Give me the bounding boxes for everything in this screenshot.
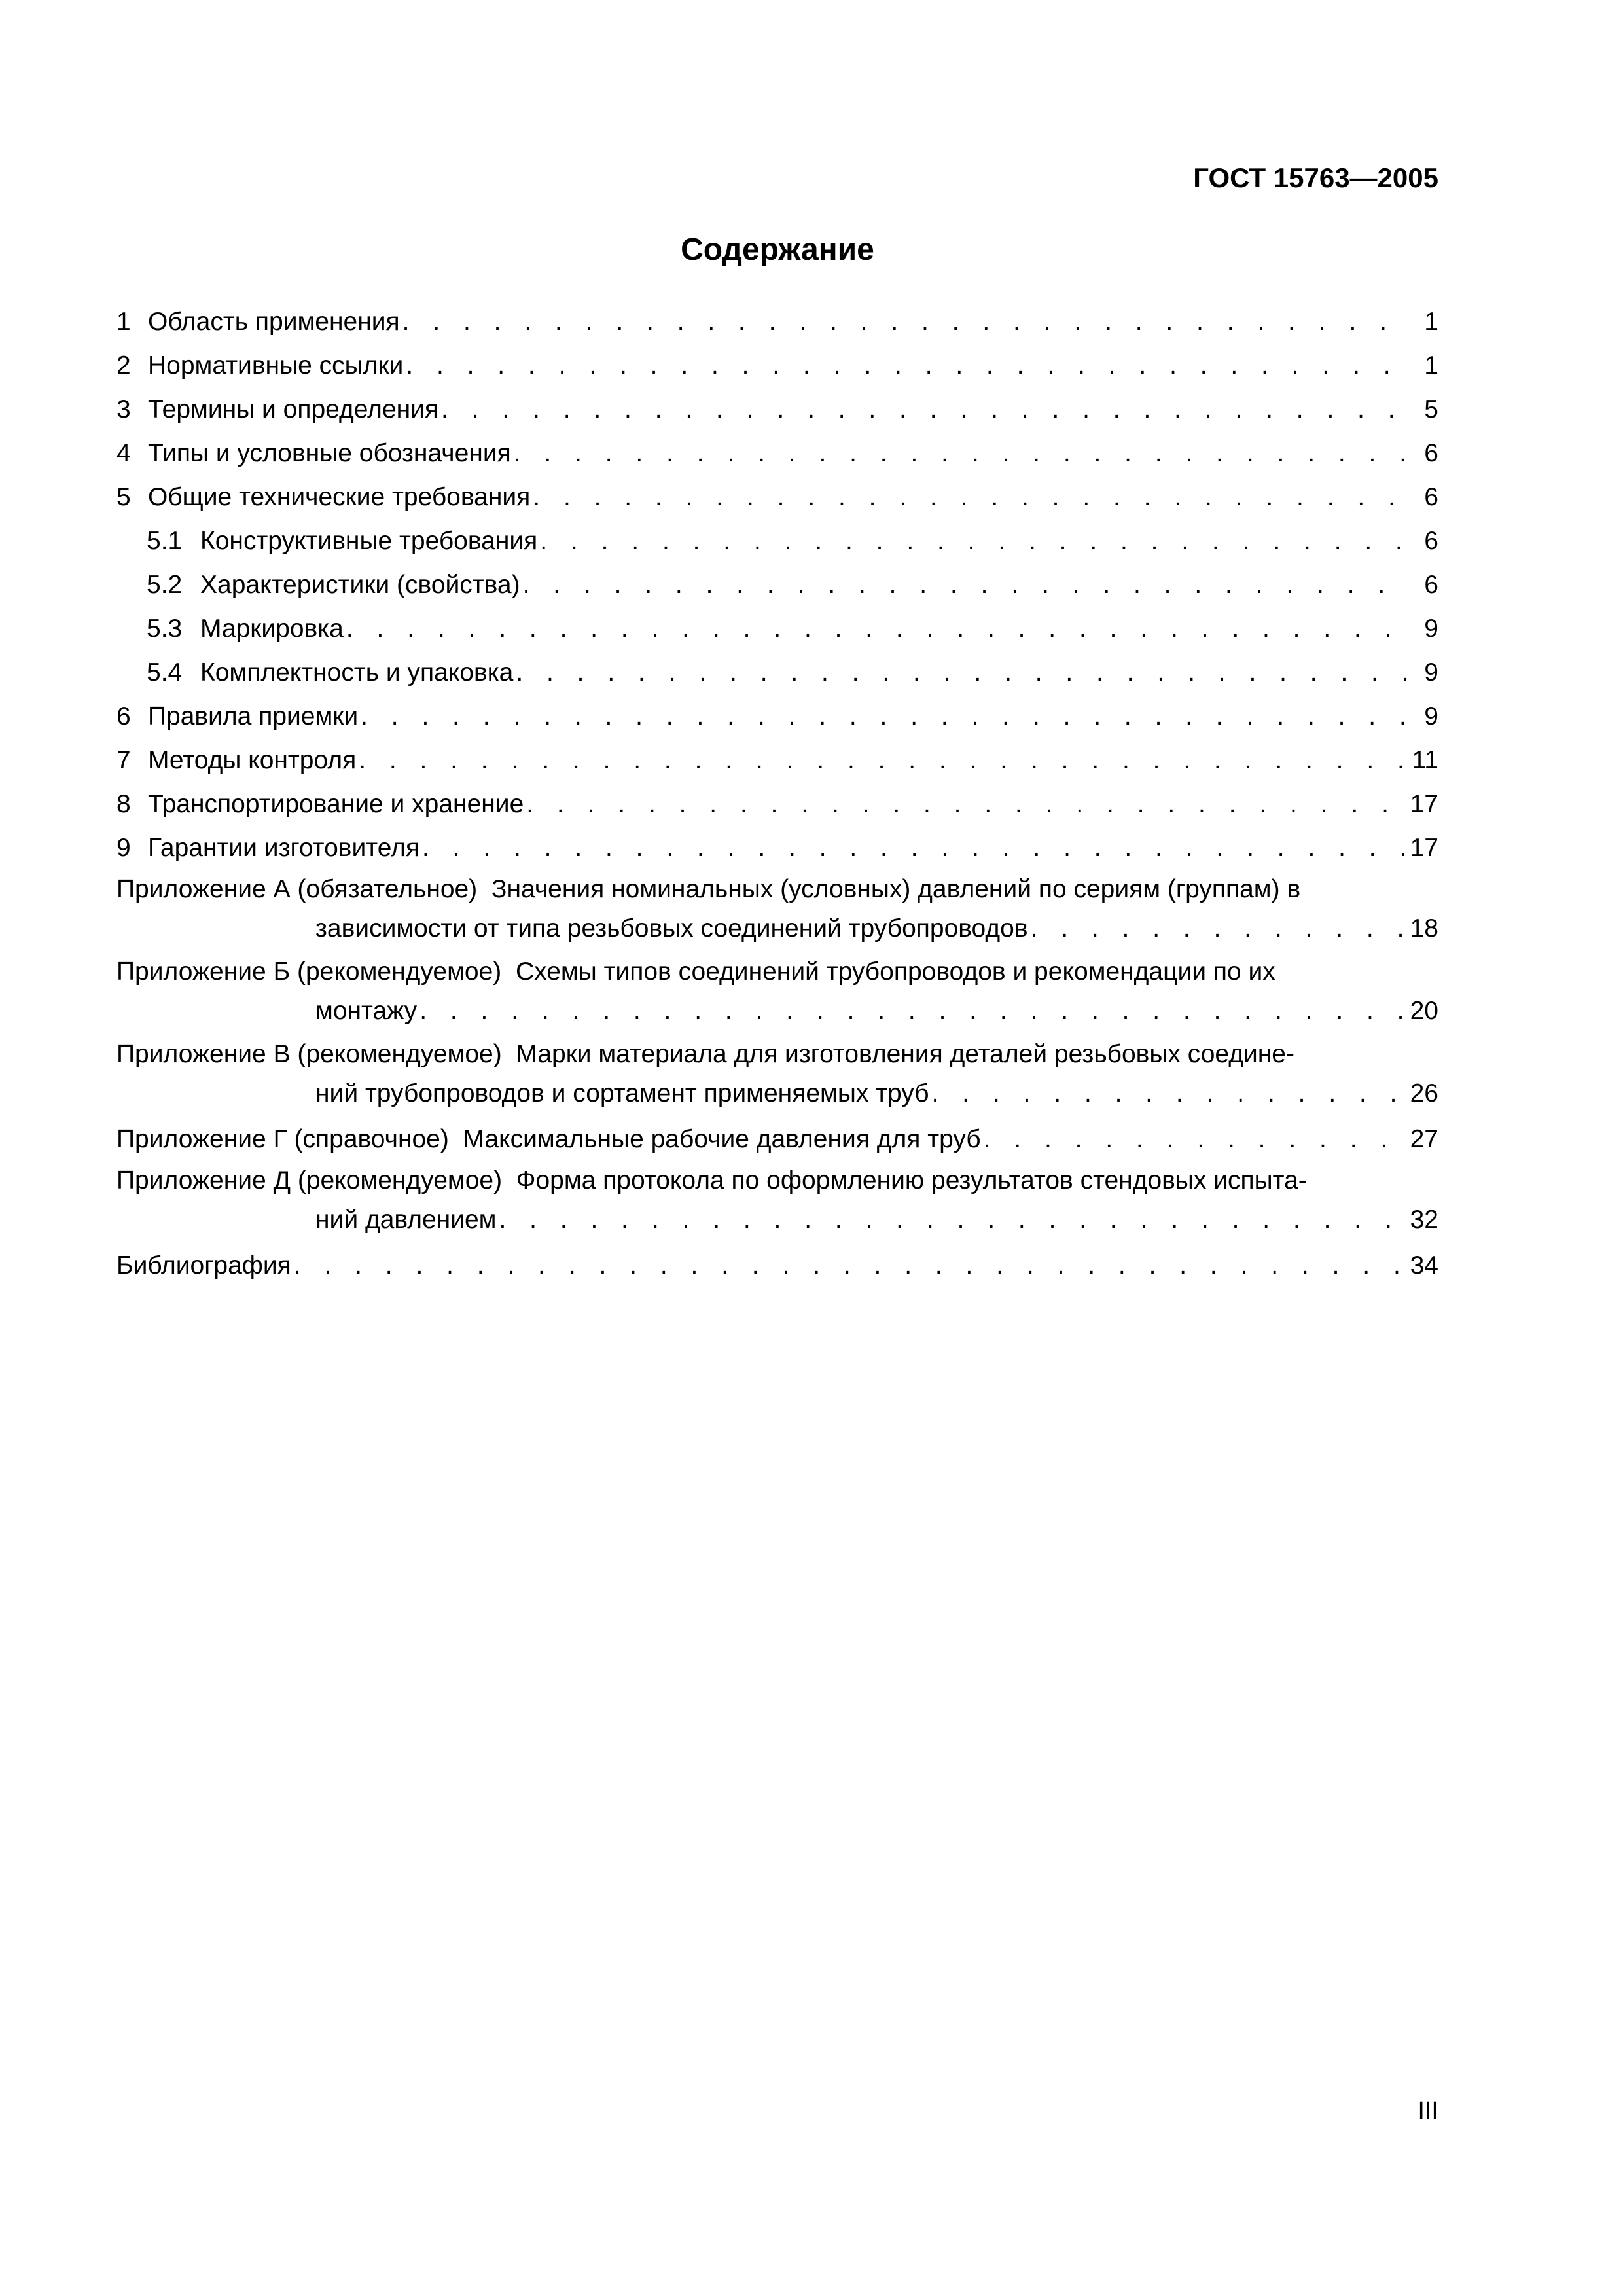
toc-page: 18 bbox=[1410, 914, 1438, 942]
toc-label: Нормативные ссылки bbox=[148, 351, 404, 380]
toc-label: Типы и условные обозначения bbox=[148, 439, 511, 467]
toc-number: 4 bbox=[116, 439, 131, 467]
appendix-prefix: Приложение Г (справочное) bbox=[116, 1125, 449, 1153]
dot-leader bbox=[540, 519, 1410, 563]
toc-page: 6 bbox=[1424, 483, 1438, 511]
toc-page: 34 bbox=[1410, 1251, 1438, 1280]
toc-page: 20 bbox=[1410, 997, 1438, 1025]
toc-appendix-d[interactable] bbox=[116, 1161, 1438, 1244]
toc-page: 6 bbox=[1424, 527, 1438, 555]
toc-page: 6 bbox=[1424, 439, 1438, 467]
appendix-first-line bbox=[116, 952, 1438, 992]
toc-page: 5 bbox=[1424, 395, 1438, 423]
toc-entry-7[interactable] bbox=[116, 738, 1438, 782]
dot-leader bbox=[499, 1200, 1408, 1240]
toc-page: 1 bbox=[1424, 351, 1438, 380]
toc-appendix-v[interactable] bbox=[116, 1035, 1438, 1117]
toc-page: 9 bbox=[1424, 702, 1438, 730]
appendix-title: Форма протокола по оформлению результатов стендовых испыта- bbox=[516, 1166, 1307, 1194]
dot-leader bbox=[523, 563, 1410, 607]
dot-leader bbox=[441, 387, 1410, 431]
page-title: Содержание bbox=[681, 232, 874, 267]
appendix-prefix: Приложение Б (рекомендуемое) bbox=[116, 958, 502, 986]
appendix-second-line bbox=[116, 992, 1438, 1035]
appendix-title: Марки материала для изготовления деталей резьбовых соедине- bbox=[516, 1040, 1294, 1068]
toc-page: 17 bbox=[1410, 834, 1438, 862]
dot-leader bbox=[1031, 909, 1408, 948]
toc-number: 5 bbox=[116, 483, 131, 511]
toc-page: 9 bbox=[1424, 658, 1438, 687]
table-of-contents bbox=[116, 300, 1438, 1287]
toc-number: 2 bbox=[116, 351, 131, 380]
appendix-title: Значения номинальных (условных) давлений по сериям (группам) в bbox=[491, 875, 1301, 903]
toc-number: 9 bbox=[116, 834, 131, 862]
toc-appendix-b[interactable] bbox=[116, 952, 1438, 1035]
toc-number: 5.3 bbox=[147, 615, 183, 643]
toc-entry-3[interactable] bbox=[116, 387, 1438, 431]
toc-bibliography[interactable] bbox=[116, 1244, 1438, 1287]
dot-leader bbox=[419, 992, 1407, 1031]
toc-label: Гарантии изготовителя bbox=[148, 834, 419, 862]
toc-entry-4[interactable] bbox=[116, 431, 1438, 475]
toc-label: Конструктивные требования bbox=[200, 527, 538, 555]
appendix-prefix: Приложение А (обязательное) bbox=[116, 875, 478, 903]
toc-entry-5-1[interactable] bbox=[116, 519, 1438, 563]
appendix-title: Схемы типов соединений трубопроводов и рекомендации по их bbox=[515, 958, 1275, 986]
appendix-first-line bbox=[116, 1035, 1438, 1074]
document-id: ГОСТ 15763—2005 bbox=[1193, 162, 1438, 193]
toc-label: Библиография bbox=[116, 1251, 291, 1280]
appendix-second-line bbox=[116, 1074, 1438, 1117]
dot-leader bbox=[516, 651, 1410, 694]
toc-page: 17 bbox=[1410, 790, 1438, 818]
toc-entry-1[interactable] bbox=[116, 300, 1438, 344]
toc-page: 26 bbox=[1410, 1079, 1438, 1107]
dot-leader bbox=[294, 1244, 1408, 1287]
dot-leader bbox=[361, 694, 1410, 738]
toc-label: Методы контроля bbox=[148, 746, 357, 774]
dot-leader bbox=[932, 1074, 1408, 1113]
toc-page: 6 bbox=[1424, 571, 1438, 599]
appendix-second-line bbox=[116, 1200, 1438, 1244]
toc-page: 32 bbox=[1410, 1206, 1438, 1234]
dot-leader bbox=[406, 344, 1410, 387]
toc-entry-5-2[interactable] bbox=[116, 563, 1438, 607]
toc-entry-6[interactable] bbox=[116, 694, 1438, 738]
toc-appendix-a[interactable] bbox=[116, 870, 1438, 952]
toc-entry-8[interactable] bbox=[116, 782, 1438, 826]
toc-page: 11 bbox=[1412, 746, 1438, 774]
toc-appendix-g[interactable] bbox=[116, 1117, 1438, 1161]
dot-leader bbox=[533, 475, 1410, 519]
toc-entry-9[interactable] bbox=[116, 826, 1438, 870]
appendix-title-continued: зависимости от типа резьбовых соединений трубопроводов bbox=[315, 914, 1028, 942]
toc-page: 9 bbox=[1424, 615, 1438, 643]
toc-label: Область применения bbox=[148, 308, 400, 336]
appendix-title-continued: ний давлением bbox=[315, 1206, 497, 1234]
dot-leader bbox=[359, 738, 1409, 782]
appendix-first-line bbox=[116, 1161, 1438, 1200]
toc-number: 5.2 bbox=[147, 571, 183, 599]
toc-label: Характеристики (свойства) bbox=[200, 571, 520, 599]
toc-number: 7 bbox=[116, 746, 131, 774]
toc-number: 6 bbox=[116, 702, 131, 730]
dot-leader bbox=[984, 1117, 1408, 1161]
toc-page: 1 bbox=[1424, 308, 1438, 336]
dot-leader bbox=[422, 826, 1408, 870]
toc-page: 27 bbox=[1410, 1125, 1438, 1153]
toc-number: 8 bbox=[116, 790, 131, 818]
appendix-second-line bbox=[116, 909, 1438, 952]
toc-number: 5.4 bbox=[147, 658, 183, 687]
appendix-title-continued: ний трубопроводов и сортамент применяемых труб bbox=[315, 1079, 929, 1107]
appendix-title-continued: монтажу bbox=[315, 997, 418, 1025]
appendix-title: Максимальные рабочие давления для труб bbox=[463, 1125, 981, 1153]
appendix-prefix: Приложение Д (рекомендуемое) bbox=[116, 1166, 503, 1194]
toc-label: Общие технические требования bbox=[148, 483, 531, 511]
toc-entry-2[interactable] bbox=[116, 344, 1438, 387]
dot-leader bbox=[346, 607, 1410, 651]
toc-entry-5[interactable] bbox=[116, 475, 1438, 519]
toc-number: 5.1 bbox=[147, 527, 183, 555]
toc-label: Правила приемки bbox=[148, 702, 359, 730]
toc-label: Транспортирование и хранение bbox=[148, 790, 524, 818]
toc-number: 3 bbox=[116, 395, 131, 423]
toc-number: 1 bbox=[116, 308, 131, 336]
toc-label: Комплектность и упаковка bbox=[200, 658, 514, 687]
appendix-first-line bbox=[116, 870, 1438, 909]
page-number: III bbox=[1418, 2097, 1438, 2125]
toc-entry-5-3[interactable] bbox=[116, 607, 1438, 651]
dot-leader bbox=[402, 300, 1410, 344]
toc-entry-5-4[interactable] bbox=[116, 651, 1438, 694]
dot-leader bbox=[526, 782, 1407, 826]
appendix-prefix: Приложение В (рекомендуемое) bbox=[116, 1040, 502, 1068]
dot-leader bbox=[514, 431, 1410, 475]
toc-label: Термины и определения bbox=[148, 395, 439, 423]
toc-label: Маркировка bbox=[200, 615, 344, 643]
